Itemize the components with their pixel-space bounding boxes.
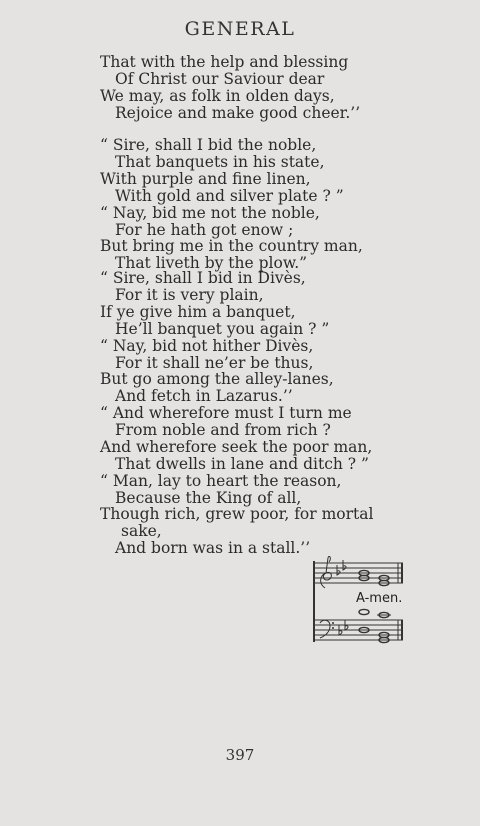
amen-music-notation	[309, 556, 409, 666]
verse-line: For it shall ne’er be thus,	[115, 353, 314, 372]
amen-lyric: A-men.	[356, 591, 403, 606]
verse-line: If ye give him a banquet,	[100, 302, 296, 321]
page-number: 397	[225, 746, 255, 764]
verse-line: Of Christ our Saviour dear	[115, 69, 325, 88]
verse-line: For he hath got enow ;	[115, 220, 294, 239]
page-header: GENERAL	[184, 18, 296, 40]
verse-line: “ Nay, bid not hither Divès,	[100, 336, 314, 355]
verse-line: From noble and from rich ?	[115, 420, 331, 439]
verse-line: “ Nay, bid me not the noble,	[100, 203, 320, 222]
verse-line: But bring me in the country man,	[100, 237, 363, 256]
verse-line: For it is very plain,	[115, 285, 264, 304]
verse-line: With gold and silver plate ? ”	[115, 186, 344, 205]
verse-line: That with the help and blessing	[100, 53, 349, 71]
stanza-4	[100, 405, 450, 557]
stanza-2	[100, 137, 450, 272]
verse-line: Because the King of all,	[115, 488, 302, 507]
verse-line: That banquets in his state,	[115, 152, 325, 171]
stanza-1	[100, 54, 450, 122]
verse-line: With purple and fine linen,	[100, 169, 311, 188]
verse-line: Rejoice and make good cheer.’’	[115, 103, 361, 122]
verse-line: “ Man, lay to heart the reason,	[100, 471, 342, 490]
stanza-3	[100, 270, 450, 405]
verse-line: We may, as folk in olden days,	[100, 86, 335, 105]
verse-line: That liveth by the plow.”	[115, 254, 308, 273]
verse-line: “ And wherefore must I turn me	[100, 404, 352, 422]
verse-line: And wherefore seek the poor man,	[100, 437, 373, 456]
verse-line: “ Sire, shall I bid in Divès,	[100, 269, 306, 287]
verse-line: And born was in a stall.’’	[115, 539, 311, 558]
verse-line: “ Sire, shall I bid the noble,	[100, 136, 317, 154]
verse-line: sake,	[121, 522, 162, 541]
verse-line: Though rich, grew poor, for mortal	[100, 505, 374, 524]
verse-line: He’ll banquet you again ? ”	[115, 319, 330, 338]
verse-line: But go among the alley-lanes,	[100, 370, 334, 389]
verse-line: And fetch in Lazarus.’’	[115, 387, 293, 406]
verse-line: That dwells in lane and ditch ? ”	[115, 454, 369, 473]
music-staff-icon	[309, 556, 409, 666]
